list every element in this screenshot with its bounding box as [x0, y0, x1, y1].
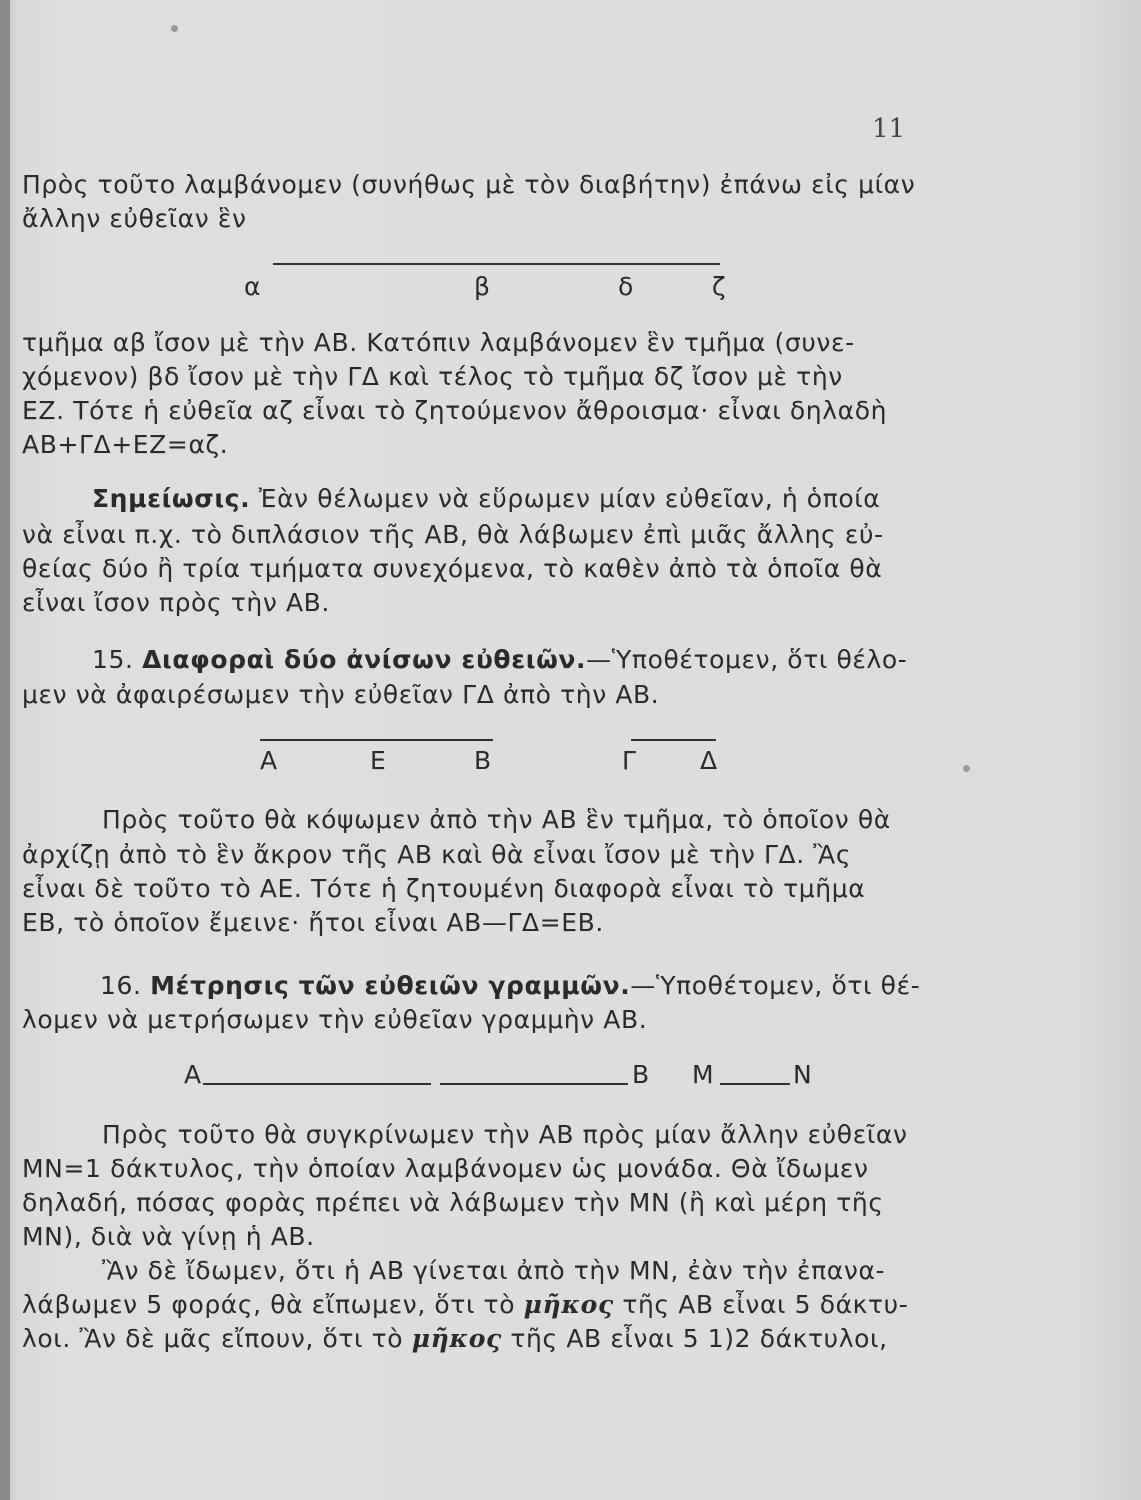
point-label: Β: [474, 746, 492, 775]
segment-gd: [631, 739, 716, 741]
text-line: ΜΝ), διὰ νὰ γίνῃ ἡ ΑΒ.: [22, 1222, 315, 1251]
text-line: δηλαδή, πόσας φορὰς πρέπει νὰ λάβωμεν τὴν ΜΝ (ἢ καὶ μέρη τῆς: [22, 1188, 884, 1217]
text-line-with-emphasis: [22, 1288, 908, 1322]
section-15-heading-line: [92, 643, 907, 677]
point-label: α: [244, 272, 261, 301]
segment-mn: [720, 1083, 790, 1085]
text-line: μεν νὰ ἀφαιρέσωμεν τὴν εὐθεῖαν ΓΔ ἀπὸ τὴν ΑΒ.: [22, 680, 660, 709]
text-line: εἶναι δὲ τοῦτο τὸ ΑΕ. Τότε ἡ ζητουμένη διαφορὰ εἶναι τὸ τμῆμα: [22, 874, 866, 903]
point-label: Β: [632, 1060, 650, 1089]
point-label: Μ: [692, 1060, 714, 1089]
text-line: λομεν νὰ μετρήσωμεν τὴν εὐθεῖαν γραμμὴν ΑΒ.: [22, 1005, 648, 1034]
point-label: Α: [260, 746, 278, 775]
point-label: Δ: [700, 746, 718, 775]
point-label: δ: [618, 272, 634, 301]
text-line: ΕΖ. Τότε ἡ εὐθεῖα αζ εἶναι τὸ ζητούμενον ἄθροισμα· εἶναι δηλαδὴ: [22, 396, 888, 425]
point-label: Α: [184, 1060, 202, 1089]
note-heading: Σημείωσις.: [92, 484, 251, 513]
text-line: ΑΒ+ΓΔ+ΕΖ=αζ.: [22, 430, 229, 459]
text-line: ΕΒ, τὸ ὁποῖον ἔμεινε· ἤτοι εἶναι ΑΒ—ΓΔ=ΕΒ.: [22, 908, 604, 937]
note-text: Ἐὰν θέλωμεν νὰ εὕρωμεν μίαν εὐθεῖαν, ἡ ὁποία: [258, 484, 881, 513]
text-line: Πρὸς τοῦτο θὰ κόψωμεν ἀπὸ τὴν ΑΒ ἓν τμῆμα, τὸ ὁποῖον θὰ: [102, 805, 891, 834]
text-run: τῆς ΑΒ εἶναι 5 1)2 δάκτυλοι,: [510, 1324, 888, 1353]
segment-line: [273, 263, 720, 265]
section-title: Διαφοραὶ δύο ἀνίσων εὐθειῶν.: [142, 645, 587, 674]
text-line: ΜΝ=1 δάκτυλος, τὴν ὁποίαν λαμβάνομεν ὡς μονάδα. Θὰ ἴδωμεν: [22, 1154, 869, 1183]
page-number: 11: [872, 114, 906, 144]
text-line: Πρὸς τοῦτο θὰ συγκρίνωμεν τὴν ΑΒ πρὸς μίαν ἄλλην εὐθεῖαν: [102, 1120, 908, 1149]
text-line: ἀρχίζῃ ἀπὸ τὸ ἓν ἄκρον τῆς ΑΒ καὶ θὰ εἶναι ἴσον μὲ τὴν ΓΔ. Ἂς: [22, 840, 852, 869]
text-run: λάβωμεν 5 φοράς, θὰ εἴπωμεν, ὅτι τὸ: [22, 1290, 516, 1319]
point-label: Ε: [370, 746, 386, 775]
segment-ab: [260, 739, 493, 741]
speck: [963, 765, 970, 772]
section-number: 15.: [92, 645, 134, 674]
section-number: 16.: [100, 971, 142, 1000]
segment-ab-part: [440, 1083, 628, 1085]
point-label: Ν: [793, 1060, 812, 1089]
text-line: ἄλλην εὐθεῖαν ἓν: [22, 204, 247, 233]
text-line: τμῆμα αβ ἴσον μὲ τὴν ΑΒ. Κατόπιν λαμβάνομεν ἓν τμῆμα (συνε-: [22, 328, 855, 357]
text-run: τῆς ΑΒ εἶναι 5 δάκτυ-: [622, 1290, 909, 1319]
text-line: χόμενον) βδ ἴσον μὲ τὴν ΓΔ καὶ τέλος τὸ τμῆμα δζ ἴσον μὲ τὴν: [22, 362, 843, 391]
book-spine-edge: [0, 0, 10, 1500]
emphasis-term: μῆκος: [523, 1290, 614, 1319]
point-label: Γ: [622, 746, 636, 775]
text-line: Ἂν δὲ ἴδωμεν, ὅτι ἡ ΑΒ γίνεται ἀπὸ τὴν ΜΝ, ἐὰν τὴν ἐπανα-: [102, 1256, 886, 1285]
point-label: β: [474, 272, 490, 301]
point-label: ζ: [712, 272, 726, 301]
text-line-with-emphasis: [22, 1322, 888, 1356]
text-run: λοι. Ἂν δὲ μᾶς εἴπουν, ὅτι τὸ: [22, 1324, 404, 1353]
text-line: νὰ εἶναι π.χ. τὸ διπλάσιον τῆς ΑΒ, θὰ λάβωμεν ἐπὶ μιᾶς ἄλλης εὐ-: [22, 520, 884, 549]
text-line: εἶναι ἴσον πρὸς τὴν ΑΒ.: [22, 588, 330, 617]
section-16-heading-line: [100, 969, 920, 1003]
text-line: Πρὸς τοῦτο λαμβάνομεν (συνήθως μὲ τὸν διαβήτην) ἐπάνω εἰς μίαν: [22, 170, 916, 199]
section-title: Μέτρησις τῶν εὐθειῶν γραμμῶν.: [150, 971, 631, 1000]
note-first-line: [92, 482, 880, 516]
section-text: —Ὑποθέτομεν, ὅτι θέ-: [630, 971, 921, 1000]
emphasis-term: μῆκος: [411, 1324, 502, 1353]
section-text: —Ὑποθέτομεν, ὅτι θέλο-: [586, 645, 908, 674]
segment-ab-part: [203, 1083, 431, 1085]
speck: [171, 25, 178, 32]
text-line: θείας δύο ἢ τρία τμήματα συνεχόμενα, τὸ καθὲν ἀπὸ τὰ ὁποῖα θὰ: [22, 554, 883, 583]
